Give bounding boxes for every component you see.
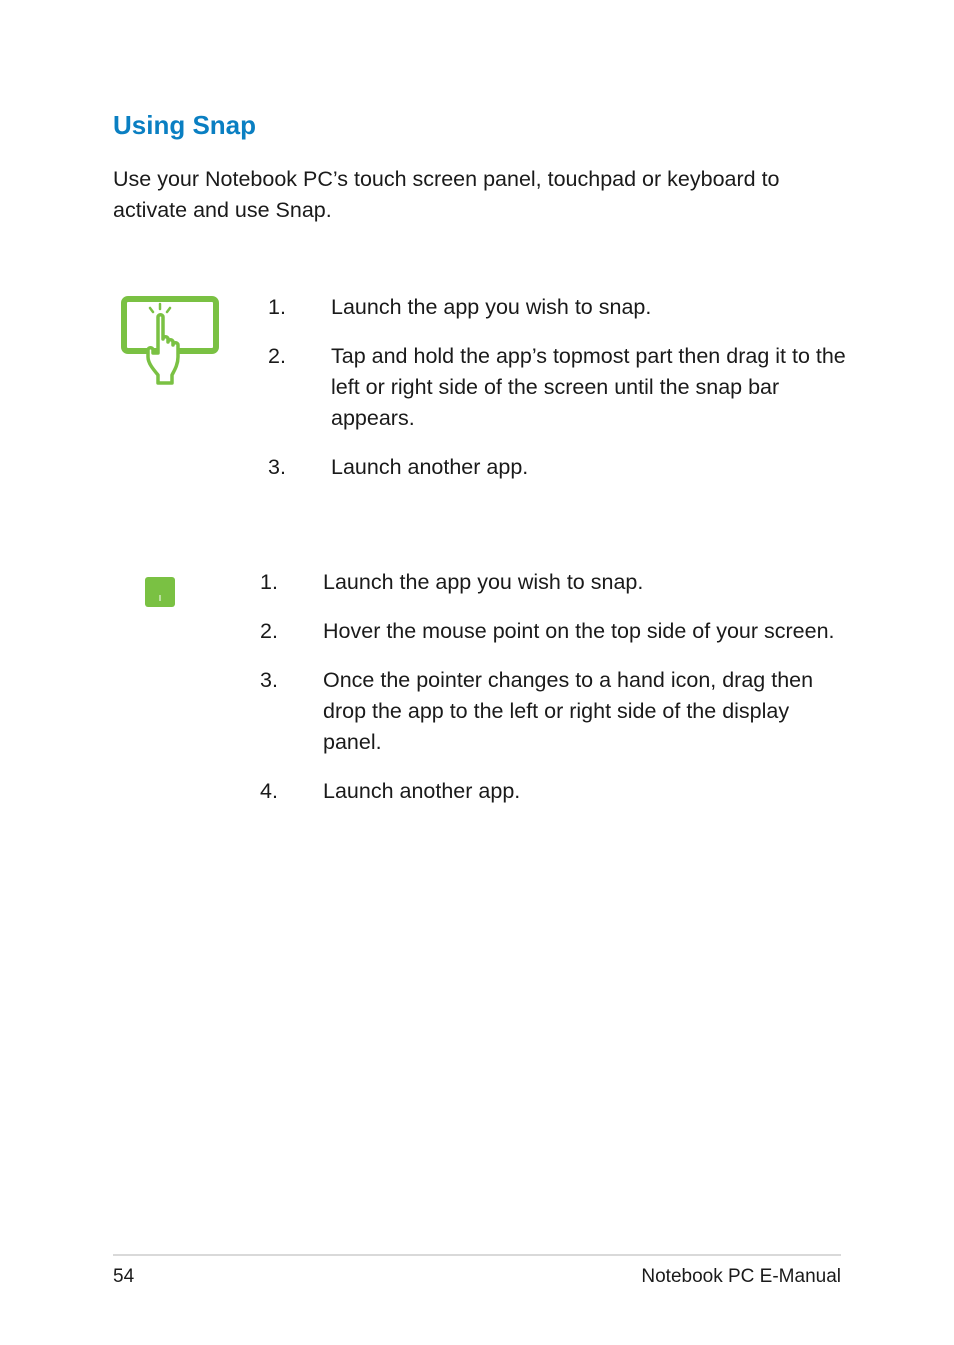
list-item xyxy=(260,776,840,807)
step-text: Hover the mouse point on the top side of your screen. xyxy=(323,619,835,643)
list-item xyxy=(268,452,848,483)
step-text: Tap and hold the app’s topmost part then drag it to the left or right side of the screen until the snap bar appears. xyxy=(331,344,846,430)
intro-paragraph: Use your Notebook PC’s touch screen panel, touchpad or keyboard to activate and use Snap. xyxy=(113,167,780,222)
list-item xyxy=(268,292,848,323)
step-number: 1. xyxy=(260,570,278,594)
step-text: Launch the app you wish to snap. xyxy=(331,295,652,319)
step-text: Launch another app. xyxy=(331,455,529,479)
step-text: Launch another app. xyxy=(323,779,521,803)
footer-divider xyxy=(113,1254,841,1256)
touch-screen-steps xyxy=(268,292,848,501)
step-text: Once the pointer changes to a hand icon, drag then drop the app to the left or right side of the display panel. xyxy=(323,668,814,754)
step-text: Launch the app you wish to snap. xyxy=(323,570,644,594)
list-item xyxy=(268,341,848,434)
page-number: 54 xyxy=(113,1266,135,1287)
manual-title: Notebook PC E-Manual xyxy=(641,1266,841,1287)
touch-screen-tap-icon xyxy=(120,295,220,387)
step-number: 4. xyxy=(260,779,278,803)
step-number: 3. xyxy=(268,455,286,479)
step-number: 1. xyxy=(268,295,286,319)
list-item xyxy=(260,567,840,598)
touchpad-icon xyxy=(145,577,175,607)
step-number: 2. xyxy=(260,619,278,643)
step-number: 2. xyxy=(268,344,286,368)
section-heading: Using Snap xyxy=(113,110,257,140)
list-item xyxy=(260,616,840,647)
list-item xyxy=(260,665,840,758)
step-number: 3. xyxy=(260,668,278,692)
touchpad-steps xyxy=(260,567,840,825)
